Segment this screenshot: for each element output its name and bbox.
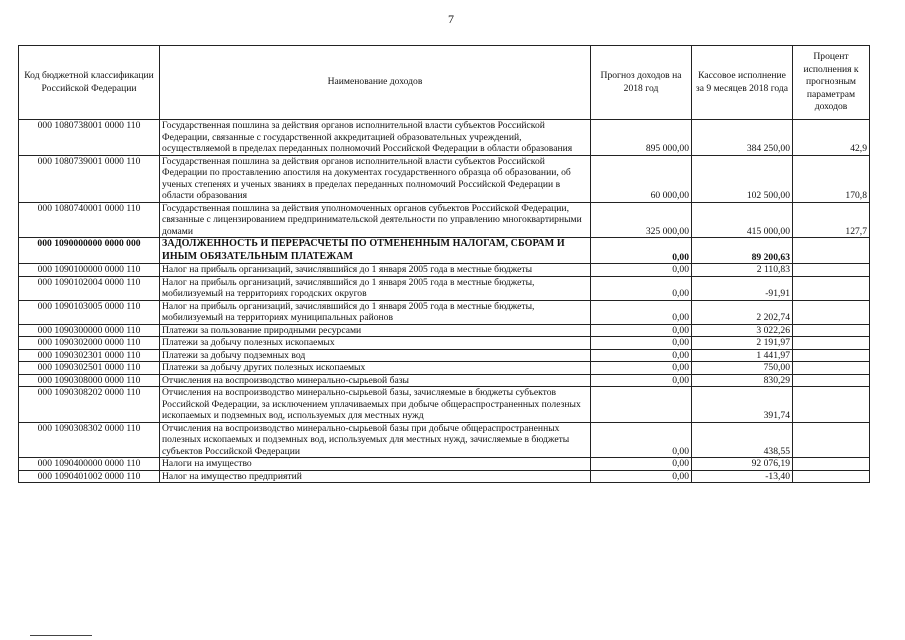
cell-cash: 2 202,74 <box>692 300 793 324</box>
cell-name: Платежи за добычу подземных вод <box>160 349 591 362</box>
cell-cash: 2 191,97 <box>692 337 793 350</box>
revenue-table <box>18 45 870 483</box>
cell-percent <box>793 337 870 350</box>
table-row <box>19 387 870 423</box>
cell-forecast: 895 000,00 <box>591 120 692 156</box>
table-row <box>19 202 870 238</box>
cell-cash: 1 441,97 <box>692 349 793 362</box>
cell-name: Налоги на имущество <box>160 458 591 471</box>
cell-forecast <box>591 387 692 423</box>
cell-percent <box>793 362 870 375</box>
cell-code: 000 1090302301 0000 110 <box>19 349 160 362</box>
cell-forecast: 60 000,00 <box>591 155 692 202</box>
cell-cash: 2 110,83 <box>692 264 793 277</box>
cell-forecast: 0,00 <box>591 470 692 483</box>
cell-forecast: 0,00 <box>591 362 692 375</box>
cell-code: 000 1090308302 0000 110 <box>19 422 160 458</box>
cell-name: Платежи за добычу полезных ископаемых <box>160 337 591 350</box>
cell-percent: 170,8 <box>793 155 870 202</box>
cell-name: Государственная пошлина за действия органов исполнительной власти субъектов Российской Федерации, связанные с государственной аккредитацией образовательных учреждений, осуществляемой в пределах переданных полномочий Российской Федерации в области образования <box>160 120 591 156</box>
cell-code: 000 1090300000 0000 110 <box>19 324 160 337</box>
cell-cash: 750,00 <box>692 362 793 375</box>
table-row <box>19 120 870 156</box>
cell-forecast: 0,00 <box>591 300 692 324</box>
table-row <box>19 349 870 362</box>
cell-name: Платежи за пользование природными ресурсами <box>160 324 591 337</box>
cell-name: ЗАДОЛЖЕННОСТЬ И ПЕРЕРАСЧЕТЫ ПО ОТМЕНЕННЫМ НАЛОГАМ, СБОРАМ И ИНЫМ ОБЯЗАТЕЛЬНЫМ ПЛАТЕЖАМ <box>160 238 591 264</box>
cell-forecast: 0,00 <box>591 458 692 471</box>
cell-name: Налог на имущество предприятий <box>160 470 591 483</box>
cell-forecast: 0,00 <box>591 349 692 362</box>
table-row <box>19 155 870 202</box>
cell-name: Налог на прибыль организаций, зачислявшийся до 1 января 2005 года в местные бюджеты, мобилизуемый на территориях городских округов <box>160 276 591 300</box>
cell-cash: 830,29 <box>692 374 793 387</box>
cell-percent <box>793 300 870 324</box>
cell-code: 000 1080738001 0000 110 <box>19 120 160 156</box>
cell-percent: 127,7 <box>793 202 870 238</box>
cell-name: Государственная пошлина за действия органов исполнительной власти субъектов Российской Федерации по проставлению апостиля на документах государственного образца об образовании, об ученых степенях и ученых званиях в пределах переданных полномочий Российской Федерации в области образования <box>160 155 591 202</box>
table-row <box>19 470 870 483</box>
header-code: Код бюджетной классификации Российской Федерации <box>19 46 160 120</box>
cell-code: 000 1090400000 0000 110 <box>19 458 160 471</box>
cell-name: Отчисления на воспроизводство минерально-сырьевой базы <box>160 374 591 387</box>
footer-divider <box>30 635 92 636</box>
cell-code: 000 1090103005 0000 110 <box>19 300 160 324</box>
cell-cash: 391,74 <box>692 387 793 423</box>
table-row <box>19 276 870 300</box>
cell-percent <box>793 470 870 483</box>
cell-code: 000 1090100000 0000 110 <box>19 264 160 277</box>
table-row <box>19 374 870 387</box>
cell-percent <box>793 387 870 423</box>
cell-percent <box>793 276 870 300</box>
cell-cash: 89 200,63 <box>692 238 793 264</box>
cell-name: Платежи за добычу других полезных ископаемых <box>160 362 591 375</box>
cell-percent: 42,9 <box>793 120 870 156</box>
table-row <box>19 458 870 471</box>
table-row <box>19 422 870 458</box>
cell-code: 000 1080739001 0000 110 <box>19 155 160 202</box>
header-cash: Кассовое исполнение за 9 месяцев 2018 года <box>692 46 793 120</box>
cell-percent <box>793 422 870 458</box>
cell-code: 000 1090102004 0000 110 <box>19 276 160 300</box>
cell-percent <box>793 324 870 337</box>
cell-code: 000 1090000000 0000 000 <box>19 238 160 264</box>
table-header-row <box>19 46 870 120</box>
cell-cash: 92 076,19 <box>692 458 793 471</box>
table-row <box>19 362 870 375</box>
header-percent: Процент исполнения к прогнозным параметрам доходов <box>793 46 870 120</box>
cell-cash: 3 022,26 <box>692 324 793 337</box>
cell-name: Отчисления на воспроизводство минерально-сырьевой базы, зачисляемые в бюджеты субъектов Российской Федерации, за исключением уплачиваемых при добыче общераспространенных полезных ископаемых и подземных вод, используемых для местных нужд <box>160 387 591 423</box>
cell-code: 000 1090302501 0000 110 <box>19 362 160 375</box>
cell-name: Государственная пошлина за действия уполномоченных органов субъектов Российской Федерации, связанные с лицензированием предпринимательской деятельности по управлению многоквартирными домами <box>160 202 591 238</box>
cell-name: Налог на прибыль организаций, зачислявшийся до 1 января 2005 года в местные бюджеты, мобилизуемый на территориях муниципальных районов <box>160 300 591 324</box>
cell-code: 000 1090308202 0000 110 <box>19 387 160 423</box>
cell-cash: 415 000,00 <box>692 202 793 238</box>
cell-percent <box>793 349 870 362</box>
cell-percent <box>793 458 870 471</box>
table-row <box>19 324 870 337</box>
cell-code: 000 1090308000 0000 110 <box>19 374 160 387</box>
cell-cash: -91,91 <box>692 276 793 300</box>
page-number: 7 <box>448 12 454 26</box>
cell-forecast: 0,00 <box>591 264 692 277</box>
cell-name: Отчисления на воспроизводство минерально-сырьевой базы при добыче общераспространенных полезных ископаемых и подземных вод, используемых для местных нужд, зачисляемые в бюджеты субъектов Российской Федерации <box>160 422 591 458</box>
cell-cash: 102 500,00 <box>692 155 793 202</box>
header-forecast: Прогноз доходов на 2018 год <box>591 46 692 120</box>
cell-cash: 384 250,00 <box>692 120 793 156</box>
cell-forecast: 0,00 <box>591 337 692 350</box>
header-name: Наименование доходов <box>160 46 591 120</box>
cell-code: 000 1080740001 0000 110 <box>19 202 160 238</box>
cell-forecast: 0,00 <box>591 374 692 387</box>
cell-percent <box>793 264 870 277</box>
table-row <box>19 238 870 264</box>
table-body <box>19 120 870 483</box>
cell-forecast: 0,00 <box>591 324 692 337</box>
cell-code: 000 1090401002 0000 110 <box>19 470 160 483</box>
table-row <box>19 300 870 324</box>
cell-forecast: 0,00 <box>591 276 692 300</box>
cell-forecast: 0,00 <box>591 238 692 264</box>
cell-percent <box>793 238 870 264</box>
cell-forecast: 325 000,00 <box>591 202 692 238</box>
cell-name: Налог на прибыль организаций, зачислявшийся до 1 января 2005 года в местные бюджеты <box>160 264 591 277</box>
cell-code: 000 1090302000 0000 110 <box>19 337 160 350</box>
cell-cash: 438,55 <box>692 422 793 458</box>
table-row <box>19 264 870 277</box>
table-row <box>19 337 870 350</box>
cell-forecast: 0,00 <box>591 422 692 458</box>
cell-cash: -13,40 <box>692 470 793 483</box>
cell-percent <box>793 374 870 387</box>
